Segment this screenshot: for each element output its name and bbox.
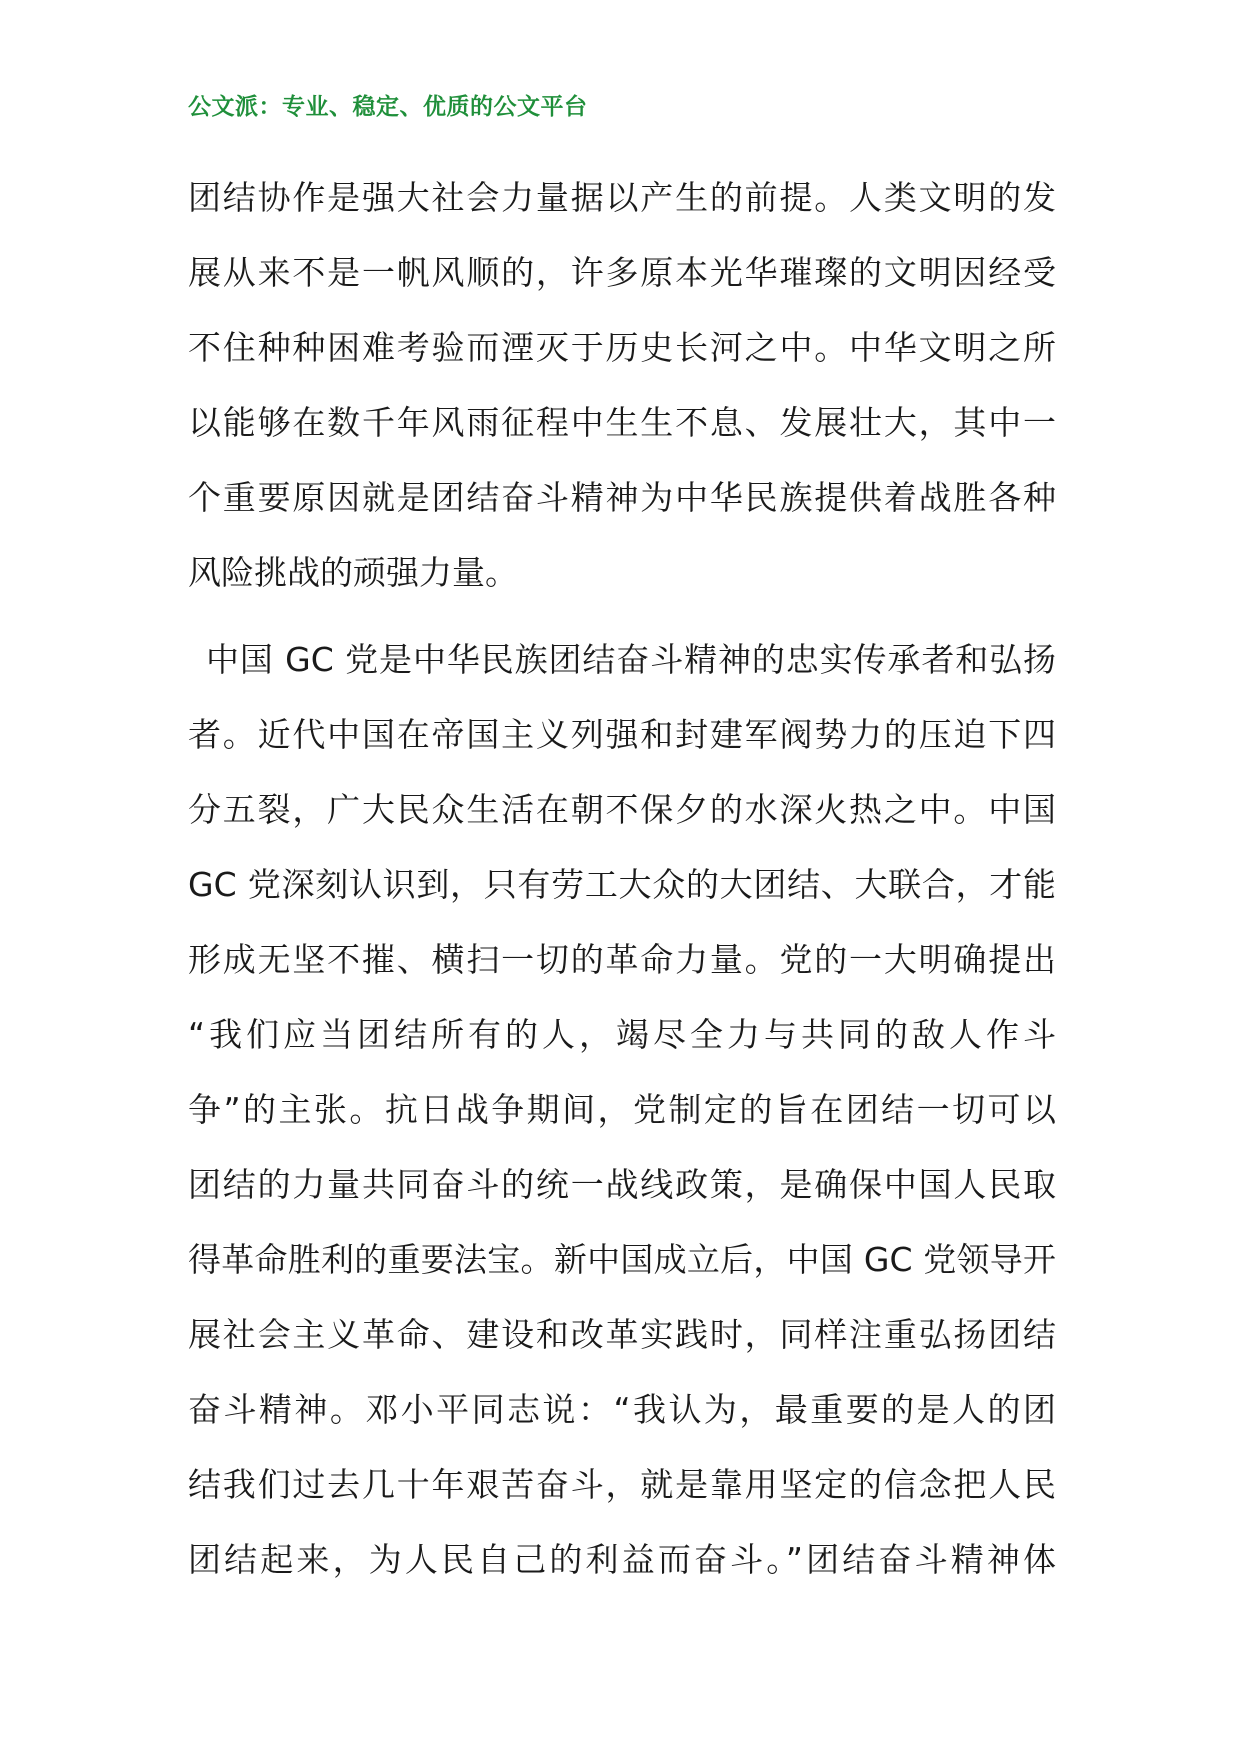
- text-line: “我们应当团结所有的人，竭尽全力与共同的敌人作斗: [188, 1015, 1056, 1054]
- text-line: 结我们过去几十年艰苦奋斗，就是靠用坚定的信念把人民: [188, 1465, 1056, 1504]
- article-body: [188, 160, 1056, 1597]
- paragraph-1: [188, 160, 1056, 610]
- text-line: 形成无坚不摧、横扫一切的革命力量。党的一大明确提出: [188, 940, 1056, 979]
- text-line: 团结起来，为人民自己的利益而奋斗。”团结奋斗精神体: [188, 1540, 1056, 1579]
- text-line: 争”的主张。抗日战争期间，党制定的旨在团结一切可以: [188, 1090, 1056, 1129]
- text-line: GC 党深刻认识到，只有劳工大众的大团结、大联合，才能: [188, 865, 1056, 904]
- text-line: 风险挑战的顽强力量。: [188, 553, 518, 592]
- text-line: 展从来不是一帆风顺的，许多原本光华璀璨的文明因经受: [188, 253, 1056, 292]
- text-line: 个重要原因就是团结奋斗精神为中华民族提供着战胜各种: [188, 478, 1056, 517]
- text-line: 分五裂，广大民众生活在朝不保夕的水深火热之中。中国: [188, 790, 1056, 829]
- text-line: 者。近代中国在帝国主义列强和封建军阀势力的压迫下四: [188, 715, 1056, 754]
- text-line: 展社会主义革命、建设和改革实践时，同样注重弘扬团结: [188, 1315, 1056, 1354]
- site-header: 公文派：专业、稳定、优质的公文平台: [188, 94, 588, 120]
- text-line: 以能够在数千年风雨征程中生生不息、发展壮大，其中一: [188, 403, 1056, 442]
- text-line: 团结的力量共同奋斗的统一战线政策，是确保中国人民取: [188, 1165, 1056, 1204]
- text-line: 奋斗精神。邓小平同志说：“我认为，最重要的是人的团: [188, 1390, 1056, 1429]
- text-line: 不住种种困难考验而湮灭于历史长河之中。中华文明之所: [188, 328, 1056, 367]
- paragraph-2: [188, 622, 1056, 1597]
- text-line: 团结协作是强大社会力量据以产生的前提。人类文明的发: [188, 178, 1056, 217]
- text-line: 得革命胜利的重要法宝。新中国成立后，中国 GC 党领导开: [188, 1240, 1056, 1279]
- text-line: 中国 GC 党是中华民族团结奋斗精神的忠实传承者和弘扬: [206, 640, 1056, 679]
